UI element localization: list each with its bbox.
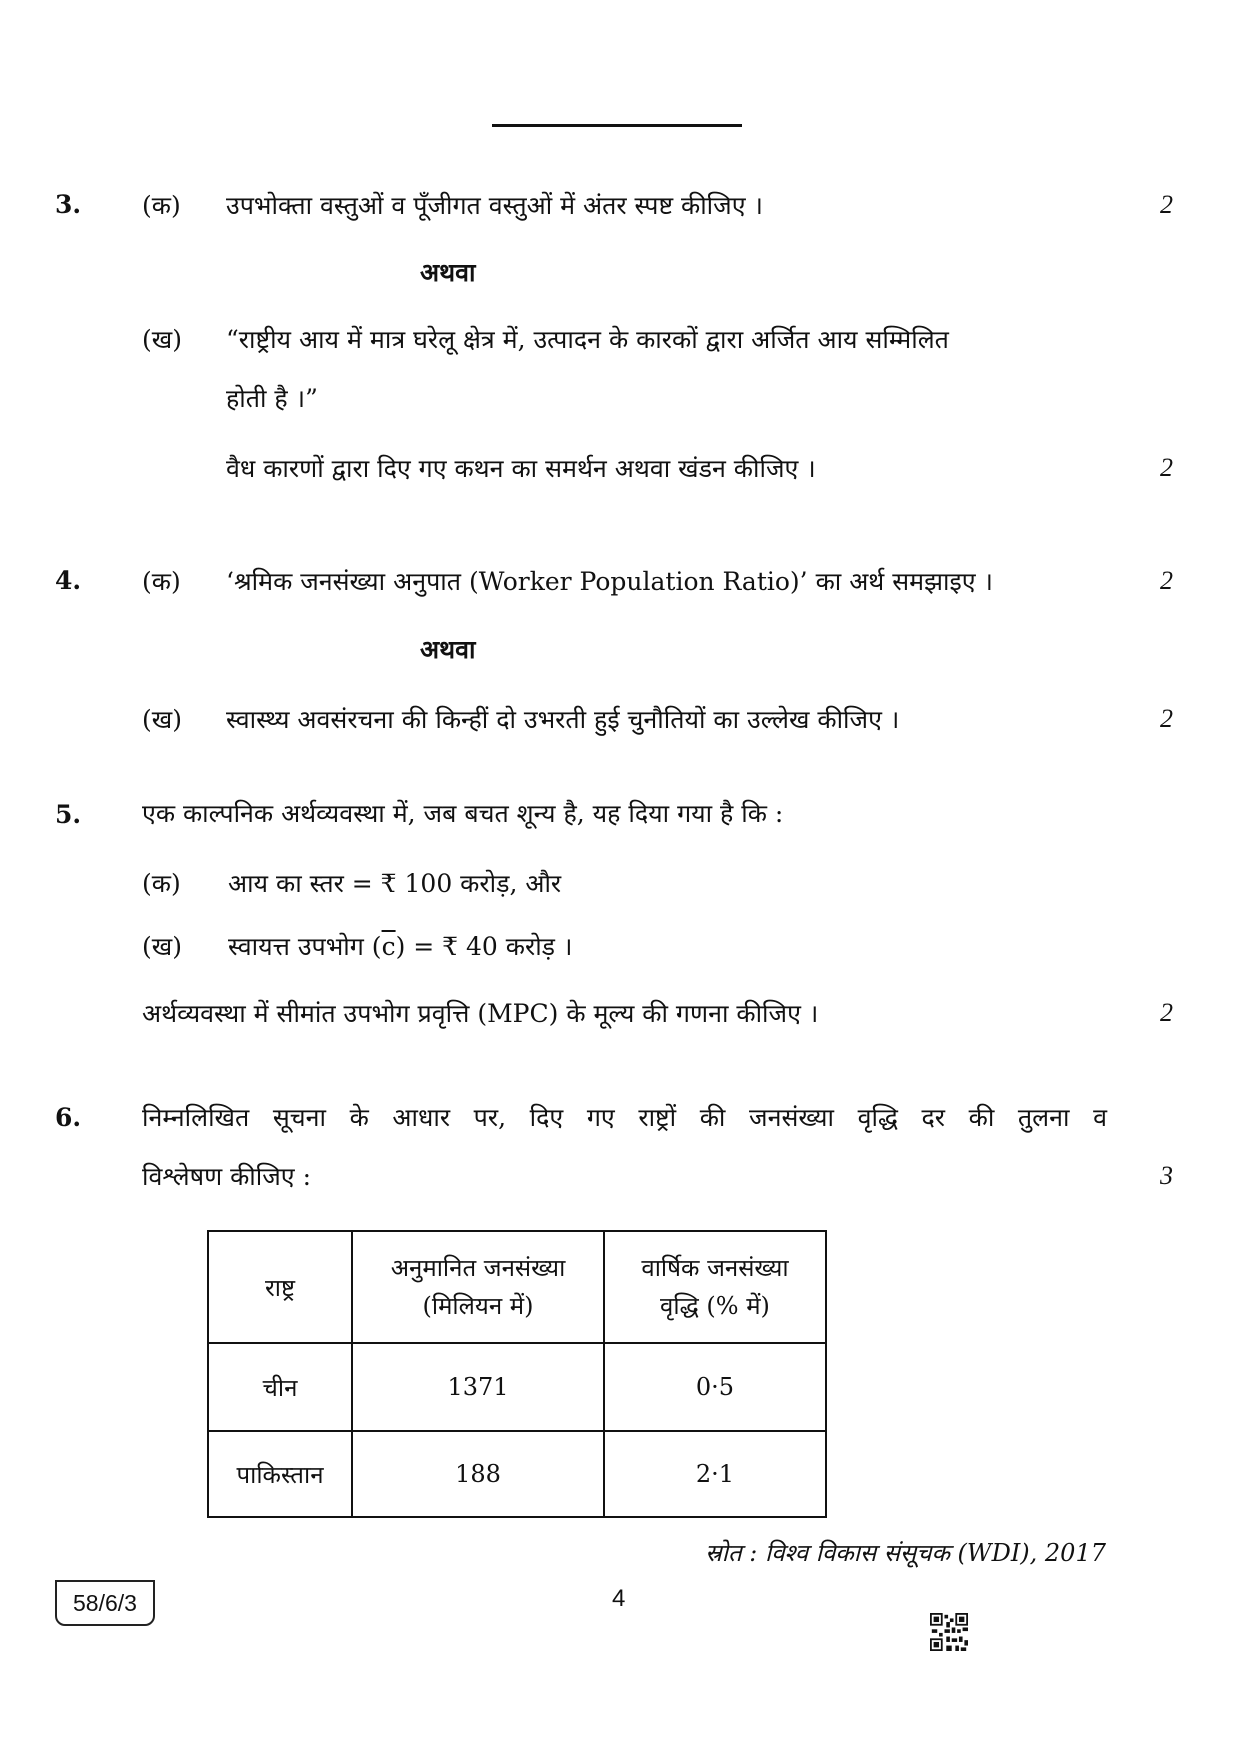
row-population: 1371: [352, 1343, 604, 1431]
q6-line2: विश्लेषण कीजिए :: [142, 1162, 311, 1191]
top-rule: [492, 124, 742, 127]
population-table: [207, 1230, 827, 1518]
question-4-number: 4.: [55, 566, 82, 595]
q5-ask: अर्थव्यवस्था में सीमांत उपभोग प्रवृत्ति (MPC) के मूल्य की गणना कीजिए ।: [142, 999, 819, 1028]
q3-part-a-label: (क): [142, 191, 181, 220]
table-row: [208, 1431, 826, 1517]
q4-part-a-label: (क): [142, 567, 181, 596]
q3-part-a-marks: 2: [1160, 190, 1173, 219]
autonomous-consumption-symbol: $\overline{c}$: [381, 932, 396, 961]
q4-part-b-text: स्वास्थ्य अवसंरचना की किन्हीं दो उभरती हुई चुनौतियों का उल्लेख कीजिए ।: [226, 705, 900, 734]
q3-part-b-line2: होती है ।”: [226, 384, 318, 413]
header-country: राष्ट्र: [208, 1231, 352, 1343]
q5-intro: एक काल्पनिक अर्थव्यवस्था में, जब बचत शून्य है, यह दिया गया है कि :: [142, 799, 784, 828]
q4-part-b-label: (ख): [142, 705, 182, 734]
header-population: अनुमानित जनसंख्या (मिलियन में): [352, 1231, 604, 1343]
q5-item-b-text: [228, 929, 572, 963]
q3-part-b-marks: 2: [1160, 453, 1173, 482]
table-row: [208, 1343, 826, 1431]
q4-part-a-marks: 2: [1160, 566, 1173, 595]
q4-or-divider: अथवा: [420, 635, 476, 664]
q5-marks: 2: [1160, 998, 1173, 1027]
q6-marks: 3: [1160, 1161, 1173, 1190]
q3-or-divider: अथवा: [420, 258, 476, 287]
q5-item-a-text: आय का स्तर = ₹ 100 करोड़, और: [228, 869, 562, 898]
row-country: पाकिस्तान: [208, 1431, 352, 1517]
q6-line1: निम्नलिखित सूचना के आधार पर, दिए गए राष्ट्रों की जनसंख्या वृद्धि दर की तुलना व: [142, 1103, 1107, 1132]
q5-item-b-text-before: स्वायत्त उपभोग (: [228, 932, 382, 961]
q4-part-b-marks: 2: [1160, 704, 1173, 733]
qr-code-icon: [930, 1613, 968, 1651]
row-growth: 0·5: [604, 1343, 826, 1431]
q5-item-b-label: (ख): [142, 932, 182, 961]
q5-item-a-label: (क): [142, 869, 181, 898]
question-5-number: 5.: [55, 800, 82, 829]
table-source: स्रोत : विश्व विकास संसूचक (WDI), 2017: [705, 1539, 1106, 1567]
q3-part-b-line1: “राष्ट्रीय आय में मात्र घरेलू क्षेत्र में, उत्पादन के कारकों द्वारा अर्जित आय सम्मिलित: [226, 325, 949, 354]
row-country: चीन: [208, 1343, 352, 1431]
question-6-number: 6.: [55, 1103, 82, 1132]
row-growth: 2·1: [604, 1431, 826, 1517]
q3-part-a-text: उपभोक्ता वस्तुओं व पूँजीगत वस्तुओं में अंतर स्पष्ट कीजिए ।: [226, 191, 763, 220]
paper-code: 58/6/3: [55, 1580, 155, 1626]
question-3-number: 3.: [55, 190, 82, 219]
header-growth: वार्षिक जनसंख्या वृद्धि (% में): [604, 1231, 826, 1343]
q5-item-b-text-after: ) = ₹ 40 करोड़ ।: [395, 932, 573, 961]
page-number: 4: [612, 1585, 626, 1612]
q4-part-a-text: ‘श्रमिक जनसंख्या अनुपात (Worker Population Ratio)’ का अर्थ समझाइए ।: [226, 567, 993, 596]
q3-part-b-line3: वैध कारणों द्वारा दिए गए कथन का समर्थन अथवा खंडन कीजिए ।: [226, 454, 816, 483]
row-population: 188: [352, 1431, 604, 1517]
q3-part-b-label: (ख): [142, 325, 182, 354]
table-header-row: [208, 1231, 826, 1343]
